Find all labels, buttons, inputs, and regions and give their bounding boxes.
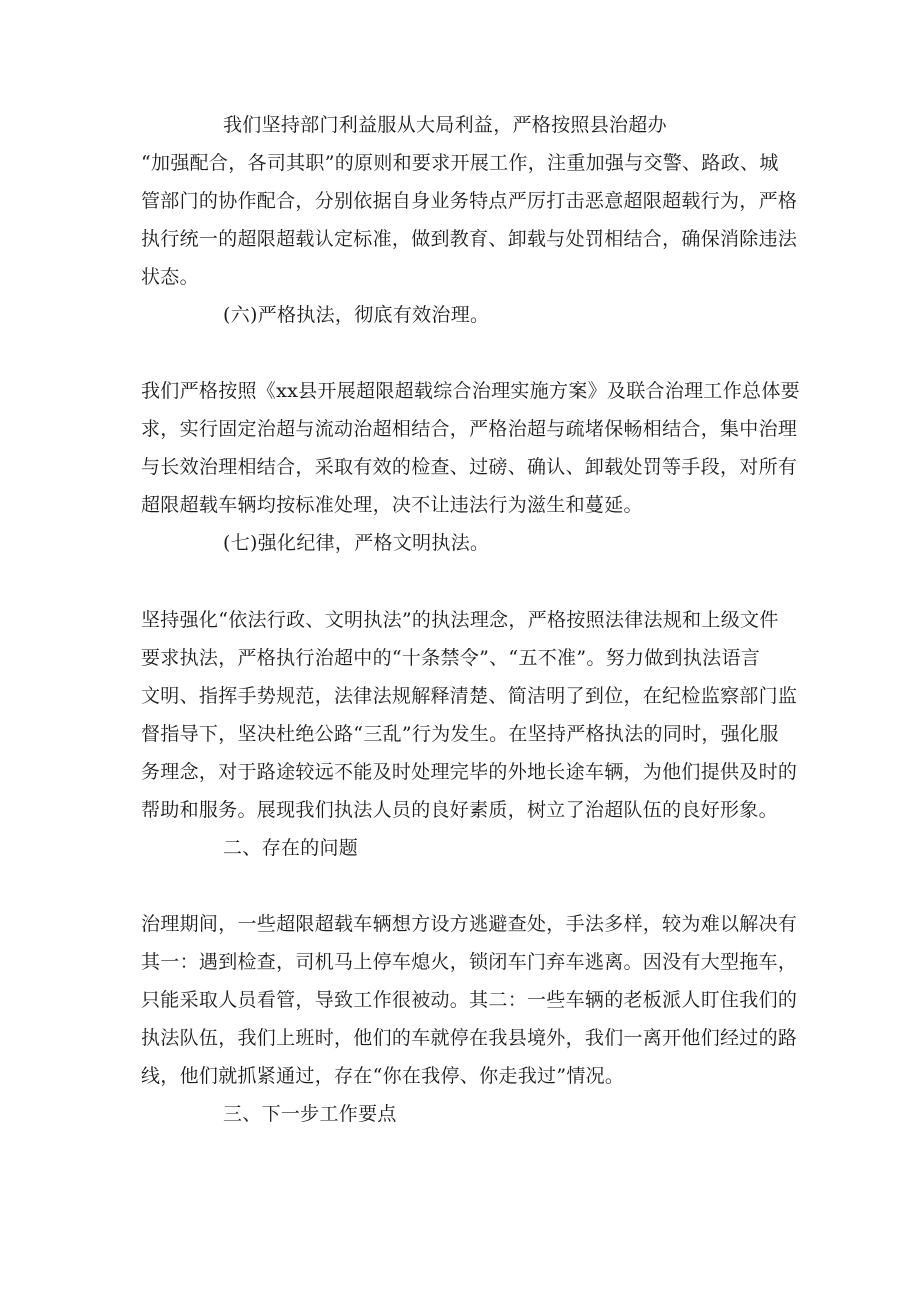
paragraph-line: 与长效治理相结合，采取有效的检查、过磅、确认、卸载处罚等手段，对所有 (141, 456, 798, 478)
section-heading: (六)严格执法，彻底有效治理。 (223, 304, 490, 326)
paragraph-line: 坚持强化“依法行政、文明执法”的执法理念，严格按照法律法规和上级文件 (141, 609, 779, 631)
paragraph-line: 管部门的协作配合，分别依据自身业务特点严厉打击恶意超限超载行为，严格 (141, 190, 798, 212)
paragraph-line: 文明、指挥手势规范，法律法规解释清楚、简洁明了到位，在纪检监察部门监 (141, 685, 798, 707)
paragraph-line: 要求执法，严格执行治超中的“十条禁令”、“五不准”。努力做到执法语言 (141, 647, 761, 669)
paragraph-line: 治理期间，一些超限超载车辆想方设方逃避查处，手法多样，较为难以解决有 (141, 913, 798, 935)
paragraph-line: 我们严格按照《xx县开展超限超载综合治理实施方案》及联合治理工作总体要 (141, 380, 800, 402)
section-heading: 二、存在的问题 (223, 837, 359, 859)
paragraph-line: 帮助和服务。展现我们执法人员的良好素质，树立了治超队伍的良好形象。 (141, 799, 778, 821)
paragraph-line: 求，实行固定治超与流动治超相结合，严格治超与疏堵保畅相结合，集中治理 (141, 418, 798, 440)
paragraph-line: 执法队伍，我们上班时，他们的车就停在我县境外，我们一离开他们经过的路 (141, 1027, 798, 1049)
paragraph-line: 督指导下，坚决杜绝公路“三乱”行为发生。在坚持严格执法的同时，强化服 (141, 723, 779, 745)
paragraph-line: 状态。 (141, 266, 199, 288)
paragraph-line: 执行统一的超限超载认定标准，做到教育、卸载与处罚相结合，确保消除违法 (141, 228, 798, 250)
section-heading: 三、下一步工作要点 (223, 1103, 397, 1125)
paragraph-line: 只能采取人员看管，导致工作很被动。其二：一些车辆的老板派人盯住我们的 (141, 989, 798, 1011)
paragraph-line: 务理念，对于路途较远不能及时处理完毕的外地长途车辆，为他们提供及时的 (141, 761, 798, 783)
paragraph-line: 我们坚持部门利益服从大局利益，严格按照县治超办 (223, 114, 667, 136)
paragraph-line: 超限超载车辆均按标准处理，决不让违法行为滋生和蔓延。 (141, 494, 643, 516)
paragraph-line: “加强配合，各司其职”的原则和要求开展工作，注重加强与交警、路政、城 (141, 152, 779, 174)
paragraph-line: 线，他们就抓紧通过，存在“你在我停、你走我过”情况。 (141, 1065, 625, 1087)
section-heading: (七)强化纪律，严格文明执法。 (223, 532, 490, 554)
paragraph-line: 其一：遇到检查，司机马上停车熄火，锁闭车门弃车逃离。因没有大型拖车， (141, 951, 798, 973)
